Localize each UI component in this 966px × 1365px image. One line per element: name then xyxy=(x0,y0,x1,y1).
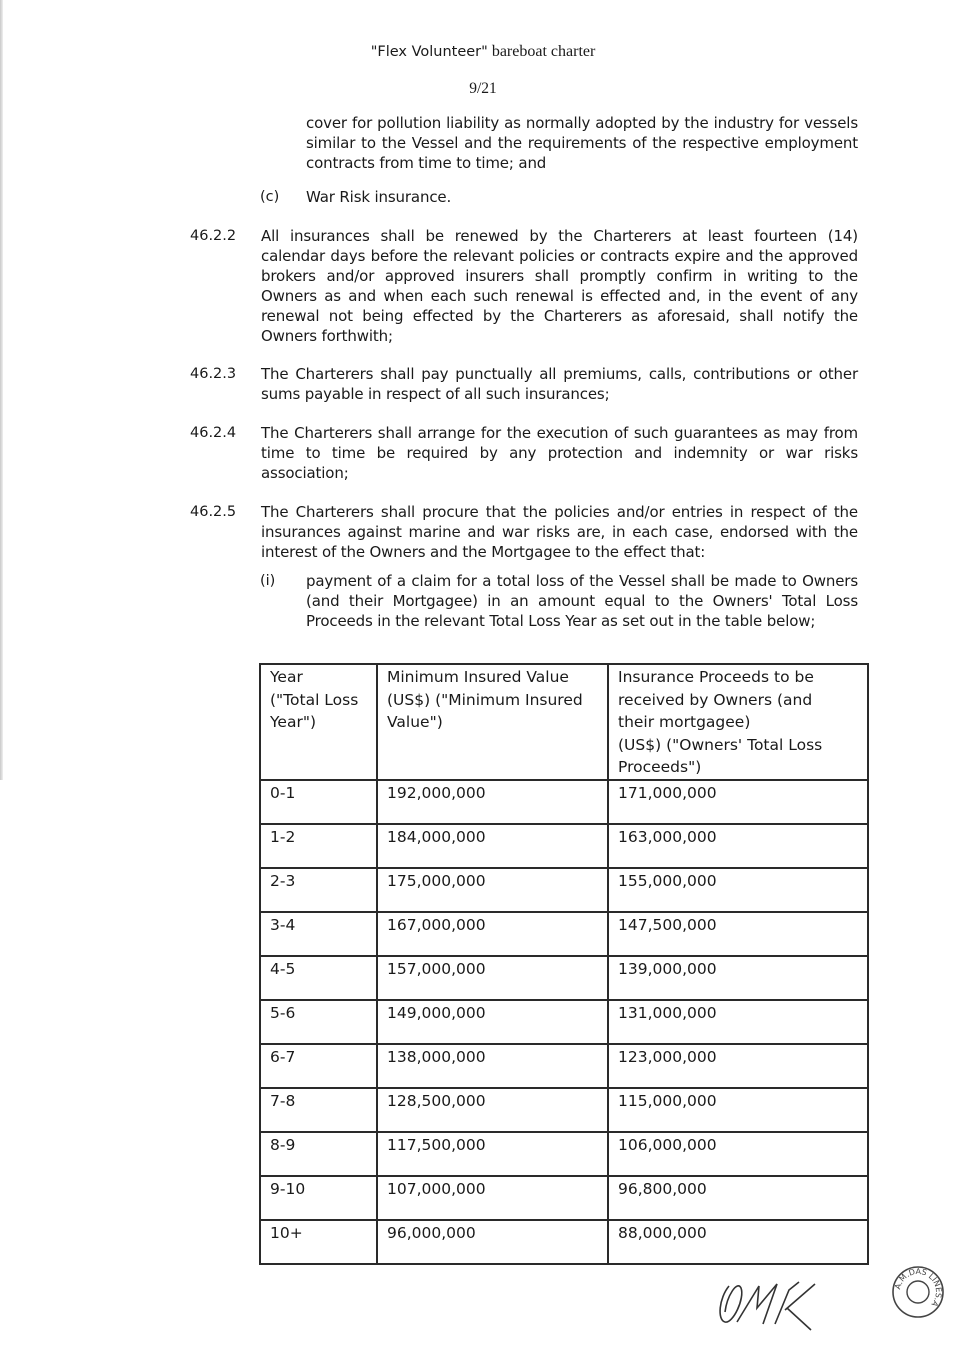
header-line: Year") xyxy=(270,713,316,731)
header-owners-total-loss-proceeds xyxy=(608,664,868,780)
year-cell: 10+ xyxy=(260,1220,377,1264)
min-insured-value-cell: 128,500,000 xyxy=(377,1088,608,1132)
table-row xyxy=(260,1132,868,1176)
header-line: Proceeds") xyxy=(618,758,702,776)
proceeds-cell: 115,000,000 xyxy=(608,1088,868,1132)
proceeds-cell: 131,000,000 xyxy=(608,1000,868,1044)
svg-text:A.M.DAS LINES.A: A.M.DAS LINES.A xyxy=(893,1266,944,1309)
total-loss-table xyxy=(259,663,869,1265)
stamp-icon xyxy=(891,1265,945,1319)
table-row xyxy=(260,824,868,868)
min-insured-value-cell: 107,000,000 xyxy=(377,1176,608,1220)
proceeds-cell: 123,000,000 xyxy=(608,1044,868,1088)
proceeds-cell: 88,000,000 xyxy=(608,1220,868,1264)
signature-initials xyxy=(715,1278,825,1343)
min-insured-value-cell: 184,000,000 xyxy=(377,824,608,868)
year-cell: 8-9 xyxy=(260,1132,377,1176)
table-row xyxy=(260,1088,868,1132)
sub-item-i-text: payment of a claim for a total loss of the Vessel shall be made to Owners (and their Mortgagee) in an amount equal to the Owners' Total Loss Proceeds in the relevant Total Loss Year as set out in the table below; xyxy=(306,572,858,630)
clause-number: 46.2.5 xyxy=(190,504,237,520)
signature-icon xyxy=(715,1278,825,1338)
company-stamp xyxy=(891,1265,945,1324)
continuation-paragraph: cover for pollution liability as normally adopted by the industry for vessels similar to the Vessel and the requirements of the respective employment contracts from time to time; and xyxy=(306,114,858,172)
year-cell: 1-2 xyxy=(260,824,377,868)
clause-text: The Charterers shall pay punctually all premiums, calls, contributions or other sums payable in respect of all such insurances; xyxy=(261,365,858,403)
table-row xyxy=(260,868,868,912)
table-row xyxy=(260,956,868,1000)
header-line: Year xyxy=(270,668,303,686)
item-c-label: (c) xyxy=(260,189,280,205)
sub-item-i-label: (i) xyxy=(260,573,276,589)
header-total-loss-year xyxy=(260,664,377,780)
table-row xyxy=(260,780,868,824)
proceeds-cell: 96,800,000 xyxy=(608,1176,868,1220)
min-insured-value-cell: 117,500,000 xyxy=(377,1132,608,1176)
min-insured-value-cell: 157,000,000 xyxy=(377,956,608,1000)
year-cell: 4-5 xyxy=(260,956,377,1000)
vessel-name: "Flex Volunteer" xyxy=(370,44,488,60)
clause-number: 46.2.3 xyxy=(190,366,237,382)
proceeds-cell: 106,000,000 xyxy=(608,1132,868,1176)
year-cell: 5-6 xyxy=(260,1000,377,1044)
table-row xyxy=(260,1000,868,1044)
clause-text: The Charterers shall arrange for the execution of such guarantees as may from time to time be required by any protection and indemnity or war risks association; xyxy=(261,424,858,482)
table-row xyxy=(260,1044,868,1088)
header-line: ("Total Loss xyxy=(270,690,359,709)
header-line: Insurance Proceeds to be xyxy=(618,668,814,686)
header-line: Value") xyxy=(387,713,443,731)
min-insured-value-cell: 149,000,000 xyxy=(377,1000,608,1044)
clause-text: The Charterers shall procure that the policies and/or entries in respect of the insurances against marine and war risks are, in each case, endorsed with the interest of the Owners and the Mortgagee to the effect that: xyxy=(261,503,858,561)
table-row xyxy=(260,1220,868,1264)
header-line: Minimum Insured Value xyxy=(387,668,569,686)
proceeds-cell: 147,500,000 xyxy=(608,912,868,956)
proceeds-cell: 163,000,000 xyxy=(608,824,868,868)
header-minimum-insured-value xyxy=(377,664,608,780)
year-cell: 9-10 xyxy=(260,1176,377,1220)
year-cell: 2-3 xyxy=(260,868,377,912)
proceeds-cell: 155,000,000 xyxy=(608,868,868,912)
min-insured-value-cell: 96,000,000 xyxy=(377,1220,608,1264)
min-insured-value-cell: 175,000,000 xyxy=(377,868,608,912)
year-cell: 6-7 xyxy=(260,1044,377,1088)
table-header-row xyxy=(260,664,868,780)
min-insured-value-cell: 138,000,000 xyxy=(377,1044,608,1088)
clause-text: All insurances shall be renewed by the Charterers at least fourteen (14) calendar days before the relevant policies or contracts expire and the approved brokers and/or approved insurers shall promptly confirm in writing to the Owners as and when each such renewal is effected and, in the event of any renewal not being effected by the Charterers as aforesaid, shall notify the Owners forthwith; xyxy=(261,227,858,345)
proceeds-cell: 171,000,000 xyxy=(608,780,868,824)
scan-edge xyxy=(0,0,3,780)
item-c-text: War Risk insurance. xyxy=(306,188,452,206)
year-cell: 3-4 xyxy=(260,912,377,956)
document-title xyxy=(0,43,966,61)
header-line: (US$) ("Minimum Insured xyxy=(387,690,583,709)
min-insured-value-cell: 167,000,000 xyxy=(377,912,608,956)
page-number: 9/21 xyxy=(469,80,497,97)
clause-number: 46.2.2 xyxy=(190,228,237,244)
table-row xyxy=(260,912,868,956)
min-insured-value-cell: 192,000,000 xyxy=(377,780,608,824)
header-line: (US$) ("Owners' Total Loss xyxy=(618,735,823,754)
year-cell: 0-1 xyxy=(260,780,377,824)
year-cell: 7-8 xyxy=(260,1088,377,1132)
proceeds-cell: 139,000,000 xyxy=(608,956,868,1000)
header-line: their mortgagee) xyxy=(618,713,751,731)
title-rest: bareboat charter xyxy=(487,43,596,60)
table-row xyxy=(260,1176,868,1220)
clause-number: 46.2.4 xyxy=(190,425,237,441)
header-line: received by Owners (and xyxy=(618,690,813,709)
